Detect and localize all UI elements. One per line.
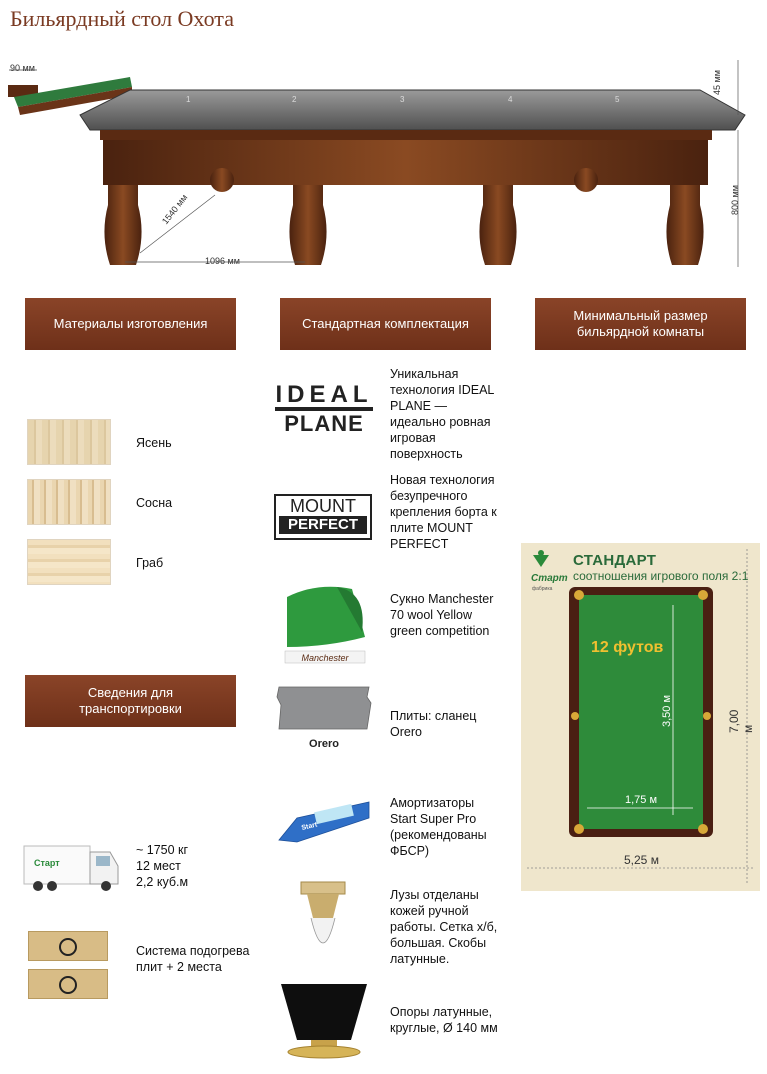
field-width-label: 1,75 м: [625, 794, 658, 806]
page-title: Бильярдный стол Охота: [10, 6, 234, 31]
hornbeam-wood-swatch: [27, 539, 111, 585]
material-hornbeam-label: Граб: [136, 556, 164, 570]
material-pine-label: Сосна: [136, 496, 173, 510]
mount-perfect-logo-icon: MOUNT PERFECT: [274, 494, 372, 540]
truck-icon: [22, 838, 120, 896]
room-length-label: 7,00 м: [727, 709, 755, 733]
svg-text:4: 4: [508, 95, 513, 104]
header-standard: Стандартная комплектация: [280, 298, 491, 350]
dim-height: 800 мм: [730, 185, 740, 215]
feature-mount-perfect-text: Новая технология безупречного крепления борта к плите MOUNT PERFECT: [390, 473, 497, 551]
dim-leg-depth: 1540 мм: [160, 192, 190, 227]
slate-icon: [275, 683, 373, 753]
cloth-icon: [277, 577, 372, 667]
field-length-label: 3,50 м: [661, 694, 673, 727]
billiard-table-drawing: [0, 55, 767, 275]
room-size-label: 12 футов: [591, 639, 664, 656]
leg-icon: [275, 982, 373, 1062]
material-ash-label: Ясень: [136, 436, 172, 450]
svg-text:Manchester: Manchester: [301, 653, 349, 663]
svg-text:2: 2: [292, 95, 297, 104]
ash-wood-swatch: [27, 419, 111, 465]
feature-cloth-text: Сукно Manchester 70 wool Yellow green competition: [390, 592, 494, 638]
feature-cushion-text: Амортизаторы Start Super Pro (рекомендованы ФБСР): [390, 796, 487, 858]
header-materials: Материалы изготовления: [25, 298, 236, 350]
feature-pocket-text: Лузы отделаны кожей ручной работы. Сетка х/б, большая. Скобы латунные.: [390, 888, 498, 966]
svg-text:Orero: Orero: [309, 738, 339, 750]
room-width-label: 5,25 м: [624, 853, 659, 867]
pocket-icon: [293, 878, 353, 968]
pine-wood-swatch: [27, 479, 111, 525]
dim-leg-spacing: 1096 мм: [205, 256, 240, 266]
cushion-icon: [277, 800, 372, 850]
transport-weight: ~ 1750 кг: [136, 843, 189, 857]
dim-top-height: 45 мм: [712, 70, 722, 95]
heating-text: Система подогрева плит + 2 места: [136, 944, 250, 974]
heating-box-icon: [28, 969, 108, 999]
svg-text:3: 3: [400, 95, 405, 104]
room-brand-sub: фабрика: [532, 586, 553, 592]
room-title: СТАНДАРТ: [573, 552, 657, 569]
room-brand: Старт: [531, 573, 568, 584]
transport-volume: 2,2 куб.м: [136, 875, 189, 889]
heating-box-icon: [28, 931, 108, 961]
header-min-room: Минимальный размер бильярдной комнаты: [535, 298, 746, 350]
dim-rail-width: 90 мм: [10, 63, 35, 73]
room-diagram: [521, 543, 760, 891]
svg-text:1: 1: [186, 95, 191, 104]
feature-ideal-plane-text: Уникальная технология IDEAL PLANE — идеально ровная игровая поверхность: [390, 367, 494, 461]
room-subtitle: соотношения игрового поля 2:1: [573, 569, 749, 583]
header-transport: Сведения для транспортировки: [25, 675, 236, 727]
svg-text:5: 5: [615, 95, 620, 104]
transport-places: 12 мест: [136, 859, 181, 873]
feature-slate-text: Плиты: сланец Orero: [390, 709, 477, 739]
ideal-plane-logo-icon: IDEAL PLANE: [275, 381, 373, 436]
svg-text:Старт: Старт: [34, 858, 60, 868]
svg-text:Start: Start: [300, 821, 318, 832]
feature-leg-text: Опоры латунные, круглые, Ø 140 мм: [390, 1005, 498, 1035]
